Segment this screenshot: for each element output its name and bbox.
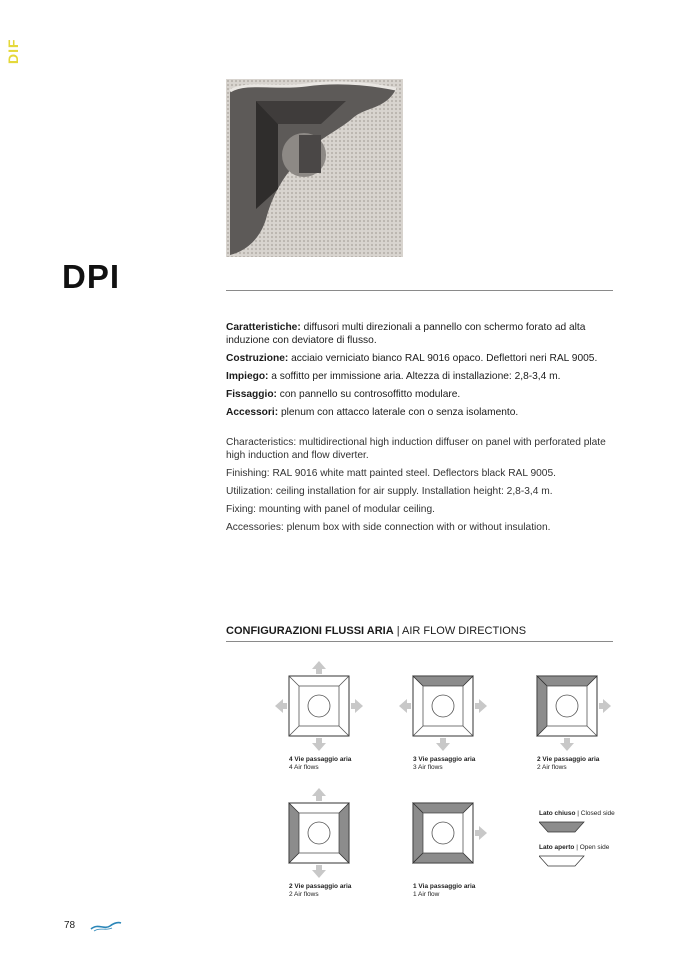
- caption-2-way-corner: 2 Vie passaggio aria 2 Air flows: [537, 756, 600, 771]
- product-title: DPI: [62, 258, 121, 295]
- air-flow-divider: [226, 641, 613, 642]
- section-tag: DIF: [5, 38, 21, 64]
- spec-finishing-en: Finishing: RAL 9016 white matt painted steel. Deflectors black RAL 9005.: [226, 468, 556, 479]
- diagram-4-way: [275, 660, 365, 752]
- title-divider: [226, 290, 613, 291]
- page-number: 78: [64, 920, 76, 931]
- specs-italian: [226, 321, 618, 424]
- legend-closed-label: Lato chiuso | Closed side: [539, 810, 615, 817]
- product-photo: [226, 79, 403, 257]
- spec-fixing-it: Fissaggio: con pannello su controsoffitto modulare.: [226, 389, 461, 400]
- legend-closed-swatch: [539, 821, 585, 833]
- brand-wave-logo: [90, 919, 122, 933]
- diagram-3-way: [399, 660, 489, 752]
- spec-characteristics-en: Characteristics: multidirectional high induction diffuser on panel with perforated plate high induction and flow diverter.: [226, 437, 606, 461]
- caption-3-way: 3 Vie passaggio aria 3 Air flows: [413, 756, 476, 771]
- legend-open-swatch: [539, 855, 585, 867]
- spec-use-it: Impiego: a soffitto per immissione aria. Altezza di installazione: 2,8-3,4 m.: [226, 371, 561, 382]
- spec-accessories-it: Accessori: plenum con attacco laterale con o senza isolamento.: [226, 407, 519, 418]
- caption-4-way: 4 Vie passaggio aria 4 Air flows: [289, 756, 352, 771]
- spec-accessories-en: Accessories: plenum box with side connection with or without insulation.: [226, 522, 551, 533]
- spec-fixing-en: Fixing: mounting with panel of modular ceiling.: [226, 504, 435, 515]
- spec-characteristics-it: Caratteristiche: diffusori multi direzionali a pannello con schermo forato ad alta induzione con deviatore di flusso.: [226, 322, 586, 346]
- caption-2-way-opposite: 2 Vie passaggio aria 2 Air flows: [289, 883, 352, 898]
- spec-construction-it: Costruzione: acciaio verniciato bianco RAL 9016 opaco. Deflettori neri RAL 9005.: [226, 353, 598, 364]
- caption-1-way: 1 Via passaggio aria 1 Air flow: [413, 883, 476, 898]
- air-flow-heading: CONFIGURAZIONI FLUSSI ARIA | AIR FLOW DIRECTIONS: [226, 625, 527, 637]
- diagram-1-way: [399, 787, 489, 879]
- specs-english: [226, 436, 618, 539]
- spec-utilization-en: Utilization: ceiling installation for air supply. Installation height: 2,8-3,4 m.: [226, 486, 553, 497]
- legend-open-label: Lato aperto | Open side: [539, 844, 610, 851]
- diagram-2-way-corner: [523, 660, 613, 752]
- diagram-2-way-opposite: [275, 787, 365, 879]
